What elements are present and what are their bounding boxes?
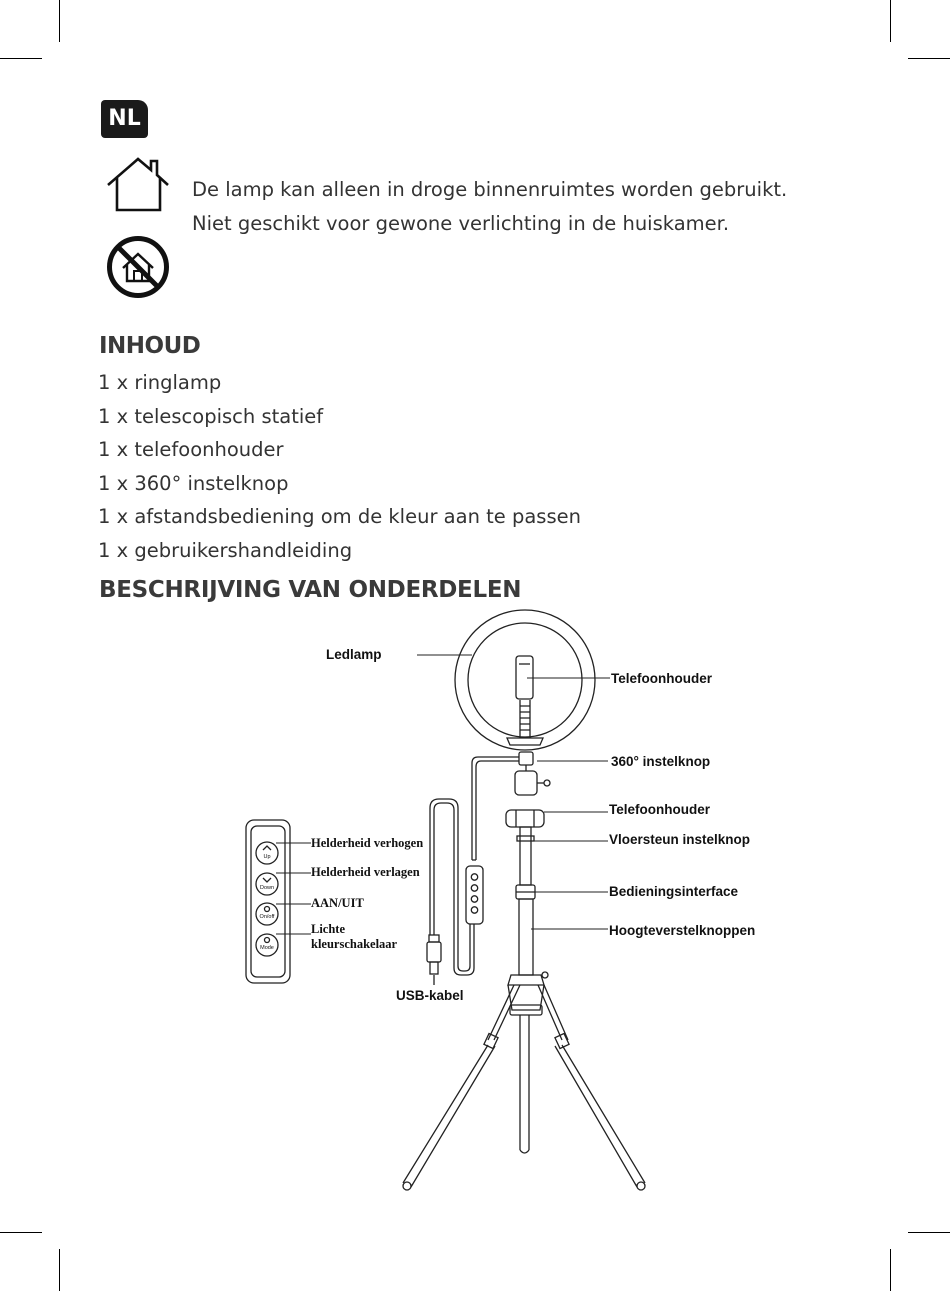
label-360-instelknop: 360° instelknop	[611, 754, 711, 769]
list-item: 1 x telescopisch statief	[98, 404, 324, 428]
language-badge: NL	[101, 100, 148, 138]
notice-line-2: Niet geschikt voor gewone verlichting in de huiskamer.	[192, 212, 730, 235]
label-aan-uit: AAN/UIT	[311, 896, 364, 910]
label-helderheid-verhogen: Helderheid verhogen	[311, 836, 424, 850]
list-item: 1 x 360° instelknop	[98, 471, 289, 495]
label-usb-kabel: USB-kabel	[396, 988, 464, 1003]
label-kleurschakelaar: kleurschakelaar	[311, 937, 398, 951]
label-telefoonhouder-top: Telefoonhouder	[611, 671, 712, 686]
parts-heading: BESCHRIJVING VAN ONDERDELEN	[99, 577, 522, 603]
list-item: 1 x telefoonhouder	[98, 438, 284, 462]
list-item: 1 x gebruikershandleiding	[98, 538, 353, 562]
contents-heading: INHOUD	[99, 333, 201, 359]
remote-mode-text: Mode	[260, 945, 274, 951]
label-hoogteverstelknoppen: Hoogteverstelknoppen	[609, 923, 756, 938]
label-ledlamp: Ledlamp	[326, 647, 382, 662]
remote-power-text: On/off	[259, 914, 275, 920]
label-vloersteun: Vloersteun instelknop	[609, 832, 751, 847]
remote-up-text: Up	[263, 854, 271, 860]
list-item: 1 x afstandsbediening om de kleur aan te passen	[98, 505, 581, 529]
label-lichte: Lichte	[311, 922, 346, 936]
label-telefoonhouder-mid: Telefoonhouder	[609, 802, 710, 817]
notice-line-1: De lamp kan alleen in droge binnenruimtes worden gebruikt.	[192, 178, 788, 201]
label-bedieningsinterface: Bedieningsinterface	[609, 884, 739, 899]
remote-down-text: Down	[259, 885, 275, 891]
list-item: 1 x ringlamp	[98, 371, 222, 394]
label-helderheid-verlagen: Helderheid verlagen	[311, 865, 420, 879]
